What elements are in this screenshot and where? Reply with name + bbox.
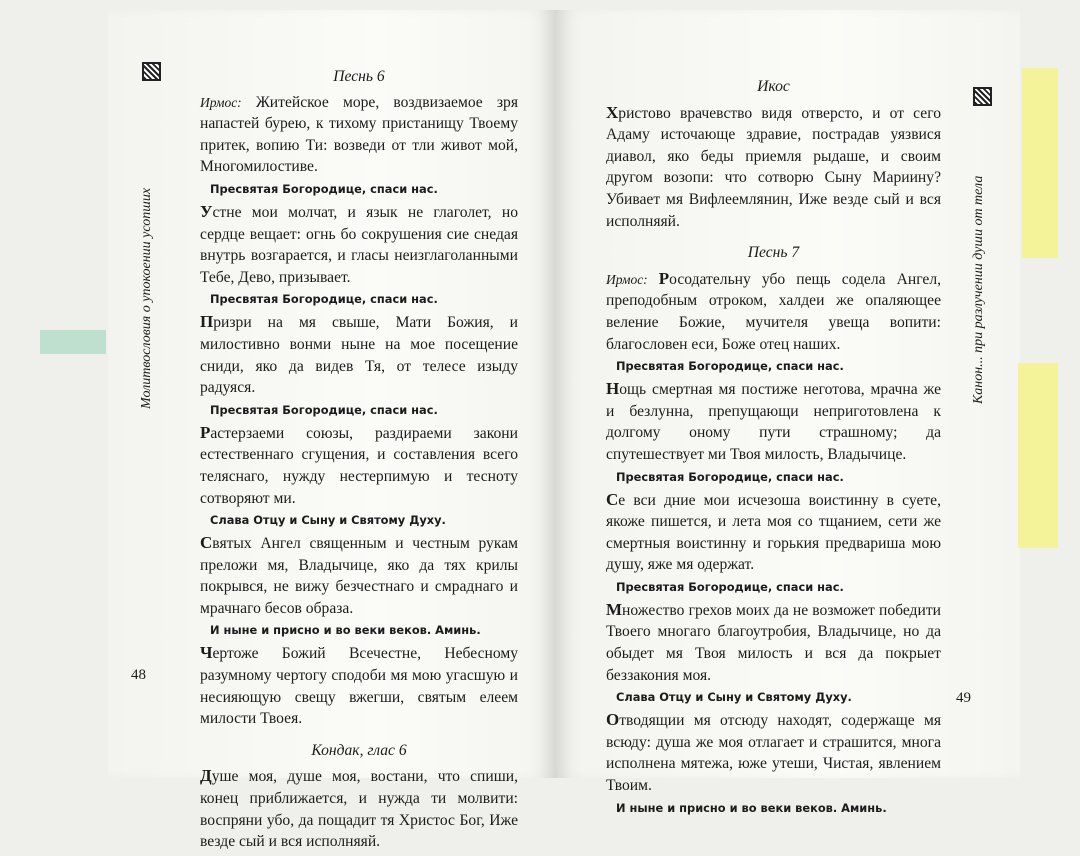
initial-letter: У [200,201,213,221]
doxology: И ныне и присно и во веки веков. Аминь. [210,623,481,638]
page-number-left: 48 [131,667,146,683]
troparion-text: астерзаеми союзы, раздираеми закони естественнаго сгущения, и составления всего теляснаго, нужду нестерпимую и тесноту сотворяют ми. [200,424,518,507]
refrain: Пресвятая Богородице, спаси нас. [210,402,438,417]
refrain: Пресвятая Богородице, спаси нас. [210,181,438,196]
section-heading: Икос [757,78,790,95]
right-text-column [606,76,941,820]
bookmark-tab-green [40,330,106,354]
irmos-label: Ирмос: [200,94,242,110]
initial-letter: Р [658,268,670,288]
section-heading: Песнь 6 [333,68,385,85]
troparion [606,599,941,686]
refrain: Пресвятая Богородице, спаси нас. [616,469,844,484]
initial-letter: Р [200,422,211,442]
running-head-right: Канон... при разлучении души от тела [971,175,986,404]
troparion-text: е вси дние мои исчезоша воистинну в суете, якоже пишется, и лета моя со тщанием, сети же смертныя воистинну и горькия предвариша мою душу, яже мя одержат. [606,491,941,574]
section-heading: Песнь 7 [747,244,800,262]
doxology: Слава Отцу и Сыну и Святому Духу. [616,690,852,705]
irmos-paragraph [606,268,941,355]
page-number-right: 49 [956,690,971,706]
troparion-text: стне мои молчат, и язык не глаголет, но сердце вещает: огнь бо сокрушения сие снедая внутрь возгарается, и гласы неизглаголанными Тебе, Дево, призывает. [200,203,518,286]
initial-letter: Д [200,766,212,786]
irmos-paragraph [200,92,518,178]
initial-letter: О [606,710,620,730]
bookmark-tab-yellow-bottom [1018,363,1058,548]
troparion [200,422,518,509]
kondak [200,765,518,852]
initial-letter: С [200,533,213,553]
bookmark-tab-yellow-top [1022,68,1058,258]
kondak-text: уше моя, душе моя, востани, что спиши, конец приближается, и нужда ти молвити: воспряни убо, да пощадит тя Христос Бог, Иже везде сый и вся исполняяй. [200,768,518,851]
irmos-text: Житейское море, воздвизаемое зря напастей бурею, к тихому пристанищу Твоему притек, вопию Ти: возведи от тли живот мой, Многомилостиве. [200,93,518,176]
refrain: Пресвятая Богородице, спаси нас. [616,579,844,594]
initial-letter: Х [606,102,619,122]
troparion [606,709,941,796]
troparion-text: ощь смертная мя постиже неготова, мрачна же и безлунна, препущающи неприготовлена к долгому оному пути страшному; да спутешествует ми Твоя милость, Владычице. [606,381,941,463]
troparion-text: вятых Ангел священным и честным рукам преложи мя, Владычице, яко да тях крилы покрывся, не вижу безчестнаго и смраднаго и мрачнаго бесов образа. [200,535,518,617]
left-text-column [200,66,518,856]
initial-letter: Ч [200,643,213,663]
initial-letter: П [200,312,214,332]
troparion-text: ертоже Божий Всечестне, Небесному разумному чертогу сподоби мя мою угасшую и несияющую свещу вжегши, святым елеем милости Твоея. [200,645,518,728]
initial-letter: С [606,489,619,509]
troparion [200,201,518,288]
section-heading: Кондак, глас 6 [311,741,407,759]
troparion-text: тводящии мя отсюду находят, содержаще мя всюду: душа же моя отлагает и страшится, многа исполнена мятежа, юже утеши, Чистая, явлением Твоим. [606,712,941,795]
irmos-text: осодательну убо пещь соделa Ангел, преподобным отроком, халдеи же опаляющее веление Божие, мучителя увеща вопити: благословен еси, Боже отец наших. [606,270,941,353]
troparion [200,532,518,619]
doxology: И ныне и присно и во веки веков. Аминь. [616,800,887,815]
refrain: Пресвятая Богородице, спаси нас. [210,292,438,307]
troparion [200,311,518,398]
troparion-text: ножество грехов моих да не возможет победити Твоего многаго благоутробия, Владычице, но да обыдет мя Твоя милость и вся да покрыет беззакония моя. [606,601,941,684]
initial-letter: М [606,599,623,619]
refrain: Пресвятая Богородице, спаси нас. [616,359,844,374]
doxology: Слава Отцу и Сыну и Святому Духу. [210,513,446,528]
theotokion [200,642,518,729]
ikos-text: ристово врачевство видя отверсто, и от сего Адаму источающе здравие, пострадав уязвися диавол, яко беды приемля рыдаше, и своим другом возопи: что сотворю Сыну Мариину? Убивает мя Вифлеемлянин, Иже везде сый и вся исполняяй. [606,104,941,230]
running-head-left: Молитвословия о упокоении усопших [139,187,154,409]
troparion-text: ризри на мя свыше, Мати Божия, и милостивно вонми ныне на мое посещение сниди, яко да видев Тя, от телесе изыду радуяся. [200,314,518,397]
irmos-label: Ирмос: [606,271,648,287]
initial-letter: Н [606,379,620,399]
troparion [606,489,941,576]
troparion [606,378,941,465]
ikos [606,102,941,233]
